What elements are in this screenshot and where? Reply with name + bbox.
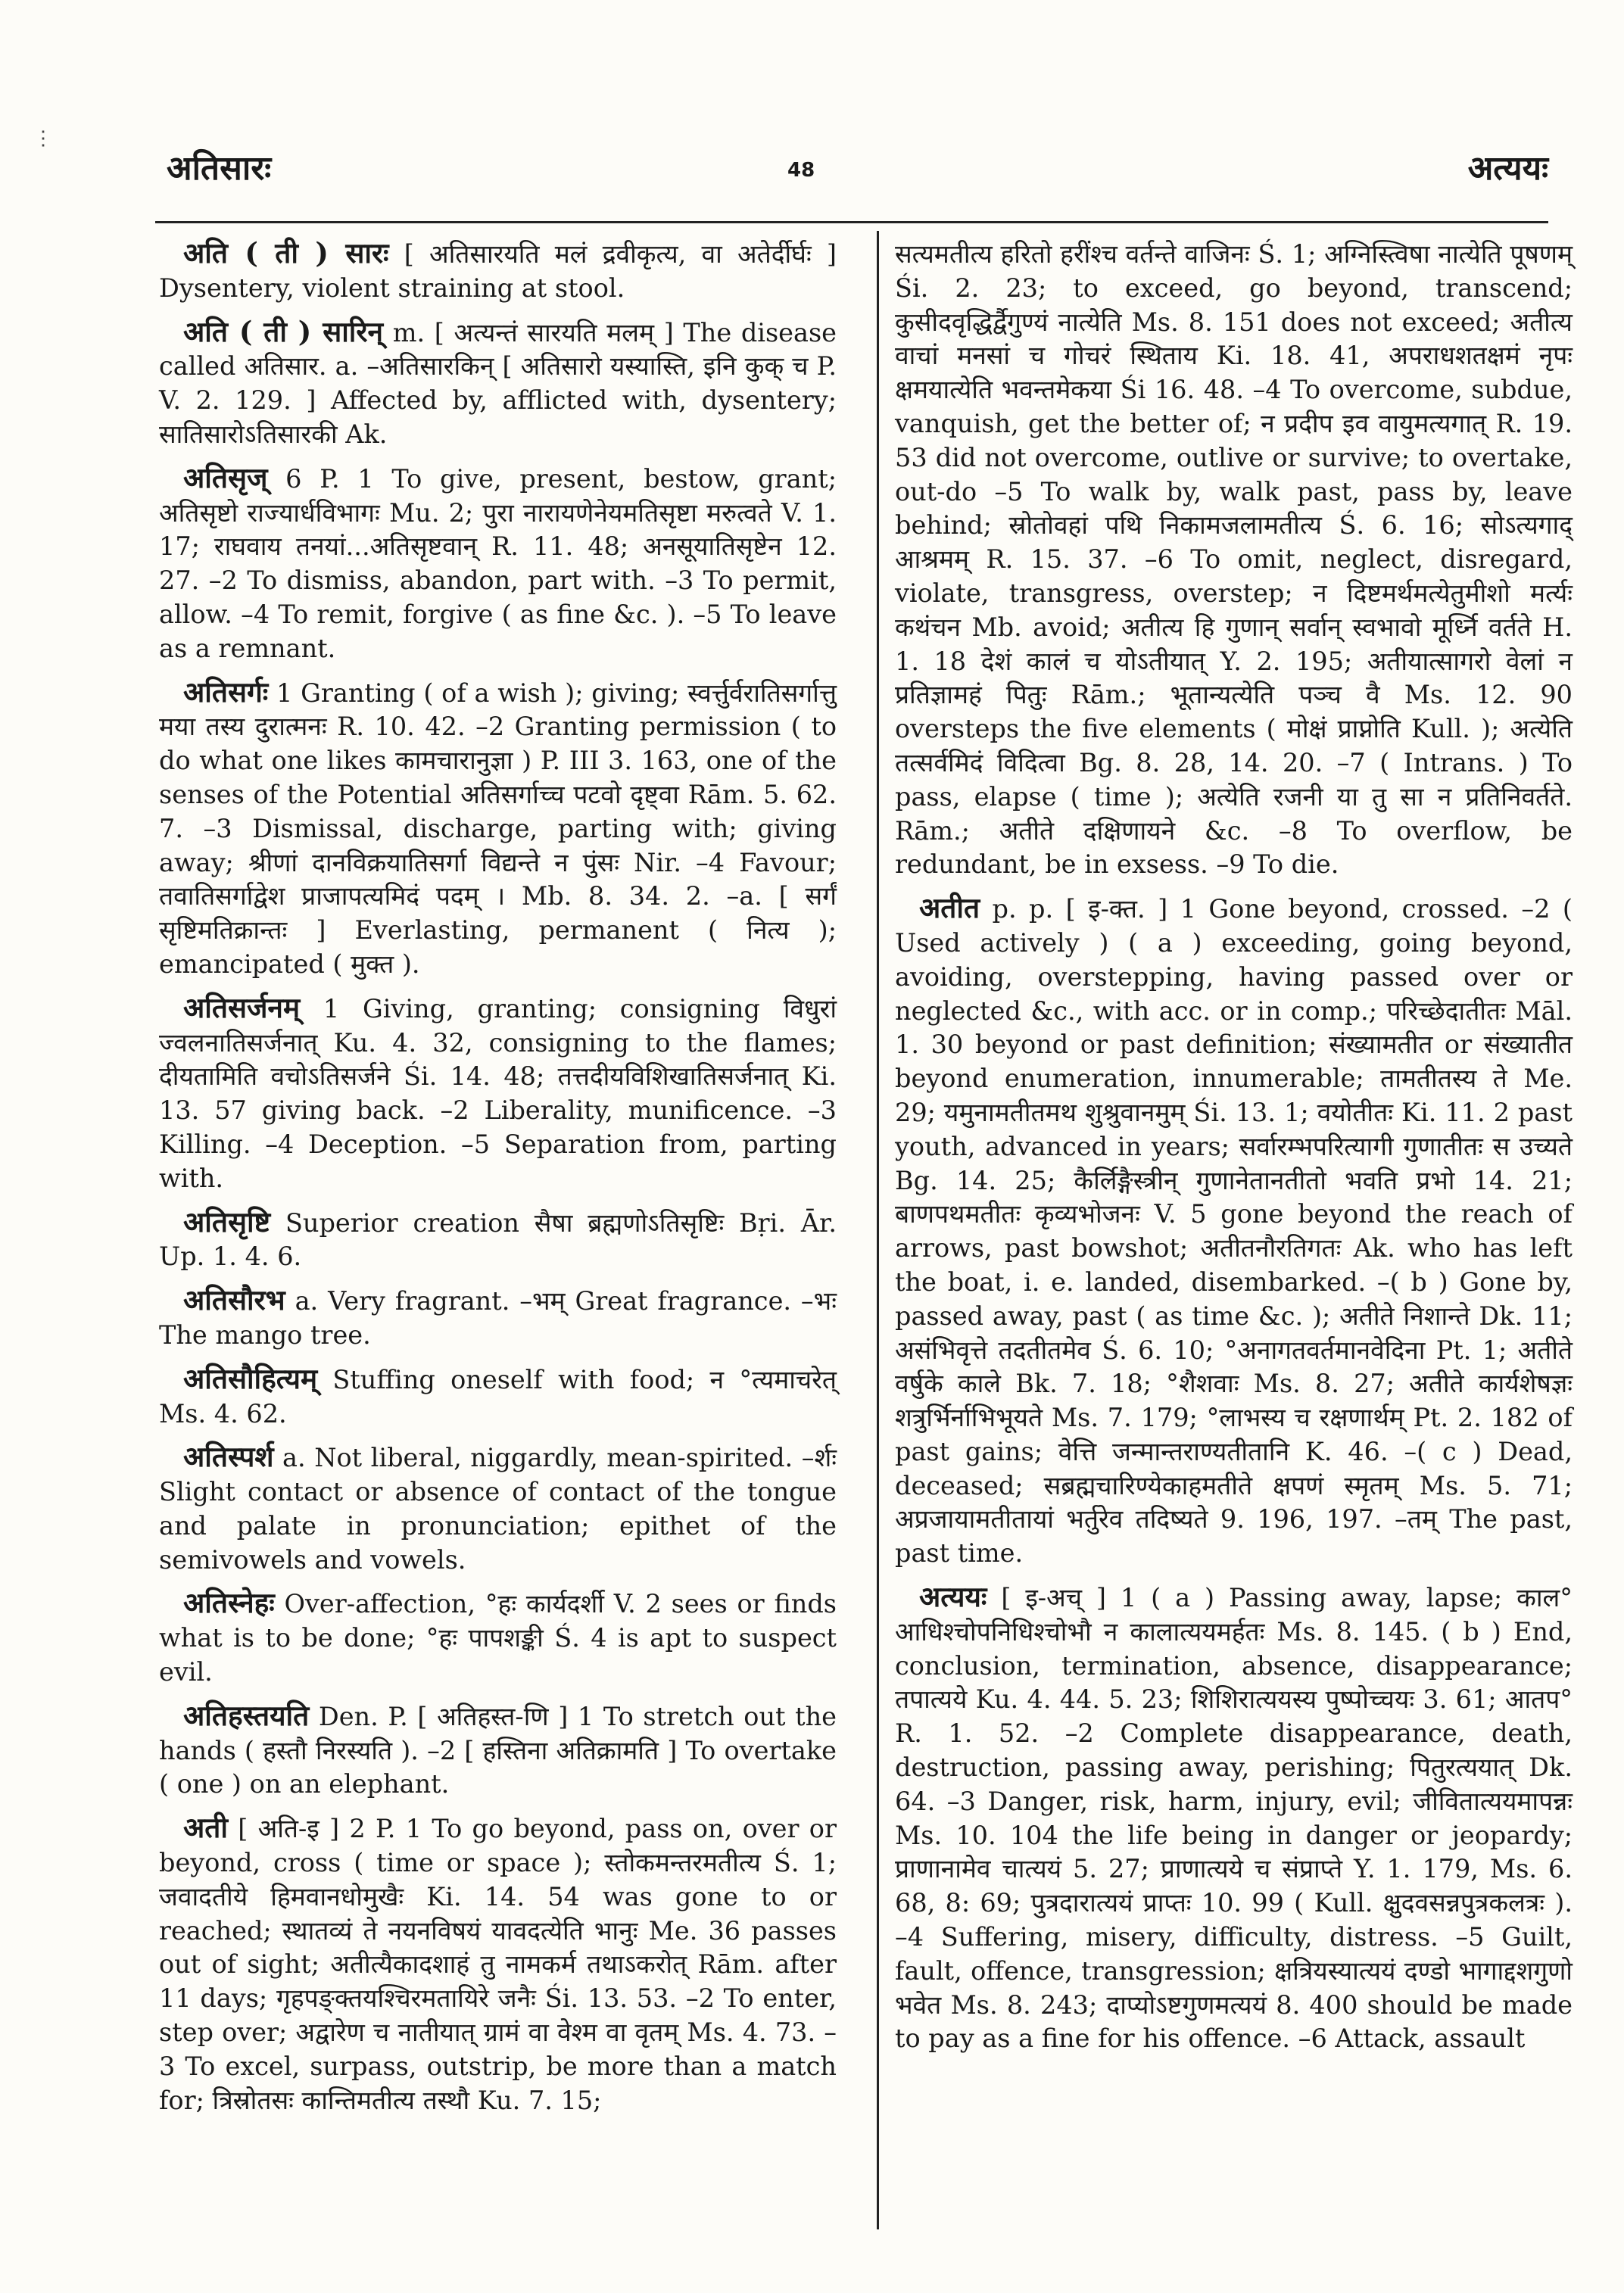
- entry-body: Stuffing oneself with food; न °त्यमाचरेत् Ms. 4. 62.: [159, 1364, 837, 1428]
- entry-body: [ अतिसारयति मलं द्रवीकृत्य, वा अतेर्दीर्घः ] Dysentery, violent straining at stool.: [159, 239, 837, 303]
- headword: अतिसर्गः: [183, 675, 269, 709]
- headword: अति ( ती ) सारः: [183, 236, 389, 269]
- entry-body: m. [ अत्यन्तं सारयति मलम् ] The disease called अतिसार. a. –अतिसारकिन् [ अतिसारो यस्यास्ति, इनि कुक् च P. V. 2. 129. ] Affected by, afflicted with, dysentery; सातिसारोऽतिसारकी Ak.: [159, 317, 837, 449]
- headword: अतिस्नेहः: [183, 1586, 275, 1620]
- entry-body: a. Not liberal, niggardly, mean-spirited. –र्शः Slight contact or absence of contact of the tongue and palate in pronunciation; epithet of the semivowels and vowels.: [159, 1443, 837, 1575]
- headword: अतिहस्तयति: [183, 1698, 310, 1732]
- headword: अतीत: [919, 891, 980, 925]
- dictionary-entry: [159, 1440, 837, 1577]
- headword: अती: [183, 1811, 228, 1845]
- entry-body: p. p. [ इ-क्त. ] 1 Gone beyond, crossed. –2 ( Used actively ) ( a ) exceeding, going beyond, avoiding, overstepping, having passed over or neglected &c., with acc. or in comp.; परिच्छेदातीतः Māl. 1. 30 beyond or past definition; संख्यामतीत or संख्यातीत beyond enumeration, innumerable; तामतीतस्य ते Me. 29; यमुनामतीतमथ शुश्रुवानमुम् Śi. 13. 1; वयोतीतः Ki. 11. 2 past youth, advanced in years; सर्वारम्भपरित्यागी गुणातीतः स उच्यते Bg. 14. 25; कैर्लिङ्गैस्त्रीन् गुणानेतानतीतो भवति प्रभो 14. 21; बाणपथमतीतः कृव्यभोजनः V. 5 gone beyond the reach of arrows, past bowshot; अतीतनौरतिगतः Ak. who has left the boat, i. e. landed, disembarked. –( b ) Gone by, passed away, past ( as time &c. ); अतीते निशान्ते Dk. 11; असंभिवृत्ते तदतीतमेव Ś. 6. 10; °अनागतवर्तमानवेदिना Pt. 1; अतीते वर्षुके काले Bk. 7. 18; °शैशवाः Ms. 8. 27; अतीते कार्यशेषज्ञः शत्रुर्भिर्नाभिभूयते Ms. 7. 179; °लाभस्य च रक्षणार्थम् Pt. 2. 182 of past gains; वेत्ति जन्मान्तराण्यतीतानि K. 46. –( c ) Dead, deceased; सब्रह्मचारिण्येकाहमतीते क्षपणं स्मृतम् Ms. 5. 71; अप्रजायामतीतायां भर्तुरेव तदिष्यते 9. 196, 197. –तम् The past, past time.: [895, 894, 1573, 1569]
- entry-body: 6 P. 1 To give, present, bestow, grant; अतिसृष्टो राज्यार्धविभागः Mu. 2; पुरा नारायणेनेयमतिसृष्टा मरुत्वते V. 1. 17; राघवाय तनयां...अतिसृष्टवान् R. 11. 48; अनसूयातिसृष्टेन 12. 27. –2 To dismiss, abandon, part with. –3 To permit, allow. –4 To remit, forgive ( as fine &c. ). –5 To leave as a remnant.: [159, 463, 837, 663]
- dictionary-entry-continued: [895, 236, 1573, 882]
- left-guide-word: अतिसारः: [167, 149, 272, 188]
- column-divider: [877, 231, 879, 2229]
- dictionary-entry: [159, 675, 837, 982]
- dictionary-entry: [159, 1699, 837, 1802]
- headword: अतिसौरभ: [183, 1283, 285, 1317]
- entry-body: [ इ-अच् ] 1 ( a ) Passing away, lapse; काल° आधिश्चोपनिधिश्चोभौ न कालात्ययमर्हतः Ms. 8. 145. ( b ) End, conclusion, termination, absence, disappearance; तपात्यये Ku. 4. 44. 5. 23; शिशिरात्ययस्य पुष्पोच्चयः 3. 61; आतप° R. 1. 52. –2 Complete disappearance, death, destruction, passing away, perishing; पितुरत्ययात् Dk. 64. –3 Danger, risk, harm, injury, evil; जीवितात्ययमापन्नः Ms. 10. 104 the life being in danger or jeopardy; प्राणानामेव चात्ययं 5. 27; प्राणात्यये च संप्राप्ते Y. 1. 179, Ms. 6. 68, 8: 69; पुत्रदारात्ययं प्राप्तः 10. 99 ( Kull. क्षुदवसन्नपुत्रकलत्रः ). –4 Suffering, misery, difficulty, distress. –5 Guilt, fault, offence, transgression; क्षत्रियस्यात्ययं दण्डो भागाद्दशगुणो भवेत Ms. 8. 243; दाप्योऽष्टगुणमत्ययं 8. 400 should be made to pay as a fine for his offence. –6 Attack, assault: [895, 1583, 1573, 2054]
- entry-body: [ अति-इ ] 2 P. 1 To go beyond, pass on, over or beyond, cross ( time or space ); स्तोकमन्तरमतीत्य Ś. 1; जवादतीये हिमवानधोमुखैः Ki. 14. 54 was gone to or reached; स्थातव्यं ते नयनविषयं यावदत्येति भानुः Me. 36 passes out of sight; अतीत्यैकादशाहं तु नामकर्म तथाऽकरोत् Rām. after 11 days; गृहपङ्क्तयश्चिरमतायिरे जनैः Śi. 13. 53. –2 To enter, step over; अद्वारेण च नातीयात् ग्रामं वा वेश्म वा वृतम् Ms. 4. 73. –3 To excel, surpass, outstrip, be more than a match for; त्रिस्रोतसः कान्तिमतीत्य तस्थौ Ku. 7. 15;: [159, 1814, 837, 2115]
- headword: अतिसृज्: [183, 460, 268, 494]
- headword: अति ( ती ) सारिन्: [183, 314, 384, 348]
- entry-body: a. Very fragrant. –भम् Great fragrance. –भः The mango tree.: [159, 1286, 837, 1350]
- entry-body: Superior creation सैषा ब्रह्मणोऽतिसृष्टिः Bṛi. Ār. Up. 1. 4. 6.: [159, 1207, 837, 1272]
- entry-body: 1 Granting ( of a wish ); giving; स्वर्त्तुर्वरातिसर्गात्तु मया तस्य दुरात्मनः R. 10. 42. –2 Granting permission ( to do what one likes कामचारानुज्ञा ) P. III 3. 163, one of the senses of the Potential अतिसर्गाच्च पटवो दृष्ट्वा Rām. 5. 62. 7. –3 Dismissal, discharge, parting with; giving away; श्रीणां दानविक्रयातिसर्गा विद्यन्ते न पुंसः Nir. –4 Favour; तवातिसर्गाद्वेश प्राजापत्यमिदं पदम् । Mb. 8. 34. 2. –a. [ सर्गं सृष्टिमतिक्रान्तः ] Everlasting, permanent ( नित्य ); emancipated ( मुक्त ).: [159, 678, 837, 979]
- dictionary-entry: [895, 891, 1573, 1571]
- dictionary-entry: [159, 236, 837, 306]
- headword: अतिसर्जनम्: [183, 990, 301, 1024]
- headword: अत्ययः: [919, 1580, 987, 1614]
- header-rule: [155, 221, 1548, 223]
- dictionary-entry: [159, 461, 837, 666]
- dictionary-entry: [159, 1586, 837, 1689]
- dictionary-entry: [159, 315, 837, 452]
- page-number: 48: [787, 159, 815, 182]
- dictionary-entry: [159, 1811, 837, 2117]
- headword: अतिसौहित्यम्: [183, 1361, 318, 1395]
- right-guide-word: अत्ययः: [1467, 149, 1548, 188]
- right-column: [895, 236, 1573, 2065]
- page-edge-mark: ⋮: [33, 127, 53, 150]
- entry-body: 1 Giving, granting; consigning विधुरां ज्वलनातिसर्जनात् Ku. 4. 32, consigning to the flames; दीयतामिति वचोऽतिसर्जने Śi. 14. 48; तत्तदीयविशिखातिसर्जनात् Ki. 13. 57 giving back. –2 Liberality, munificence. –3 Killing. –4 Deception. –5 Separation from, parting with.: [159, 993, 837, 1193]
- entry-body: सत्यमतीत्य हरितो हरींश्च वर्तन्ते वाजिनः Ś. 1; अग्निस्त्विषा नात्येति पूषणम् Śi. 2. 23; to exceed, go beyond, transcend; कुसीदवृद्धिर्द्वैगुण्यं नात्येति Ms. 8. 151 does not exceed; अतीत्य वाचां मनसां च गोचरं स्थिताय Ki. 18. 41, अपराधशतक्षमं नृपः क्षमयात्येति भवन्तमेकया Śi 16. 48. –4 To overcome, subdue, vanquish, get the better of; न प्रदीप इव वायुमत्यगात् R. 19. 53 did not overcome, outlive or survive; to overtake, out-do –5 To walk by, walk past, pass by, leave behind; स्रोतोवहां पथि निकामजलामतीत्य Ś. 6. 16; सोऽत्यगाद् आश्रमम् R. 15. 37. –6 To omit, neglect, disregard, violate, transgress, overstep; न दिष्टमर्थमत्येतुमीशो मर्त्यः कथंचन Mb. avoid; अतीत्य हि गुणान् सर्वान् स्वभावो मूर्ध्नि वर्तते H. 1. 18 देशं कालं च योऽतीयात् Y. 2. 195; अतीयात्सागरो वेलां न प्रतिज्ञामहं पितुः Rām.; भूतान्यत्येति पञ्च वै Ms. 12. 90 oversteps the five elements ( मोक्षं प्राप्नोति Kull. ); अत्येति तत्सर्वमिदं विदित्वा Bg. 8. 28, 14. 20. –7 ( Intrans. ) To pass, elapse ( time ); अत्येति रजनी या तु सा न प्रतिनिवर्तते. Rām.; अतीते दक्षिणायने &c. –8 To overflow, be redundant, be in exsess. –9 To die.: [895, 239, 1573, 880]
- dictionary-entry: [159, 1283, 837, 1353]
- entry-body: Over-affection, °हः कार्यदर्शी V. 2 sees or finds what is to be done; °हः पापशङ्की Ś. 4 is apt to suspect evil.: [159, 1589, 837, 1687]
- dictionary-entry: [159, 1205, 837, 1275]
- dictionary-entry: [159, 991, 837, 1196]
- entry-body: Den. P. [ अतिहस्त-णि ] 1 To stretch out the hands ( हस्तौ निरस्यति ). –2 [ हस्तिना अतिक्रामति ] To overtake ( one ) on an elephant.: [159, 1701, 837, 1799]
- dictionary-entry: [159, 1362, 837, 1432]
- left-column: [159, 236, 837, 2126]
- dictionary-entry: [895, 1580, 1573, 2056]
- headword: अतिसृष्टि: [183, 1204, 271, 1238]
- headword: अतिस्पर्श: [183, 1440, 274, 1474]
